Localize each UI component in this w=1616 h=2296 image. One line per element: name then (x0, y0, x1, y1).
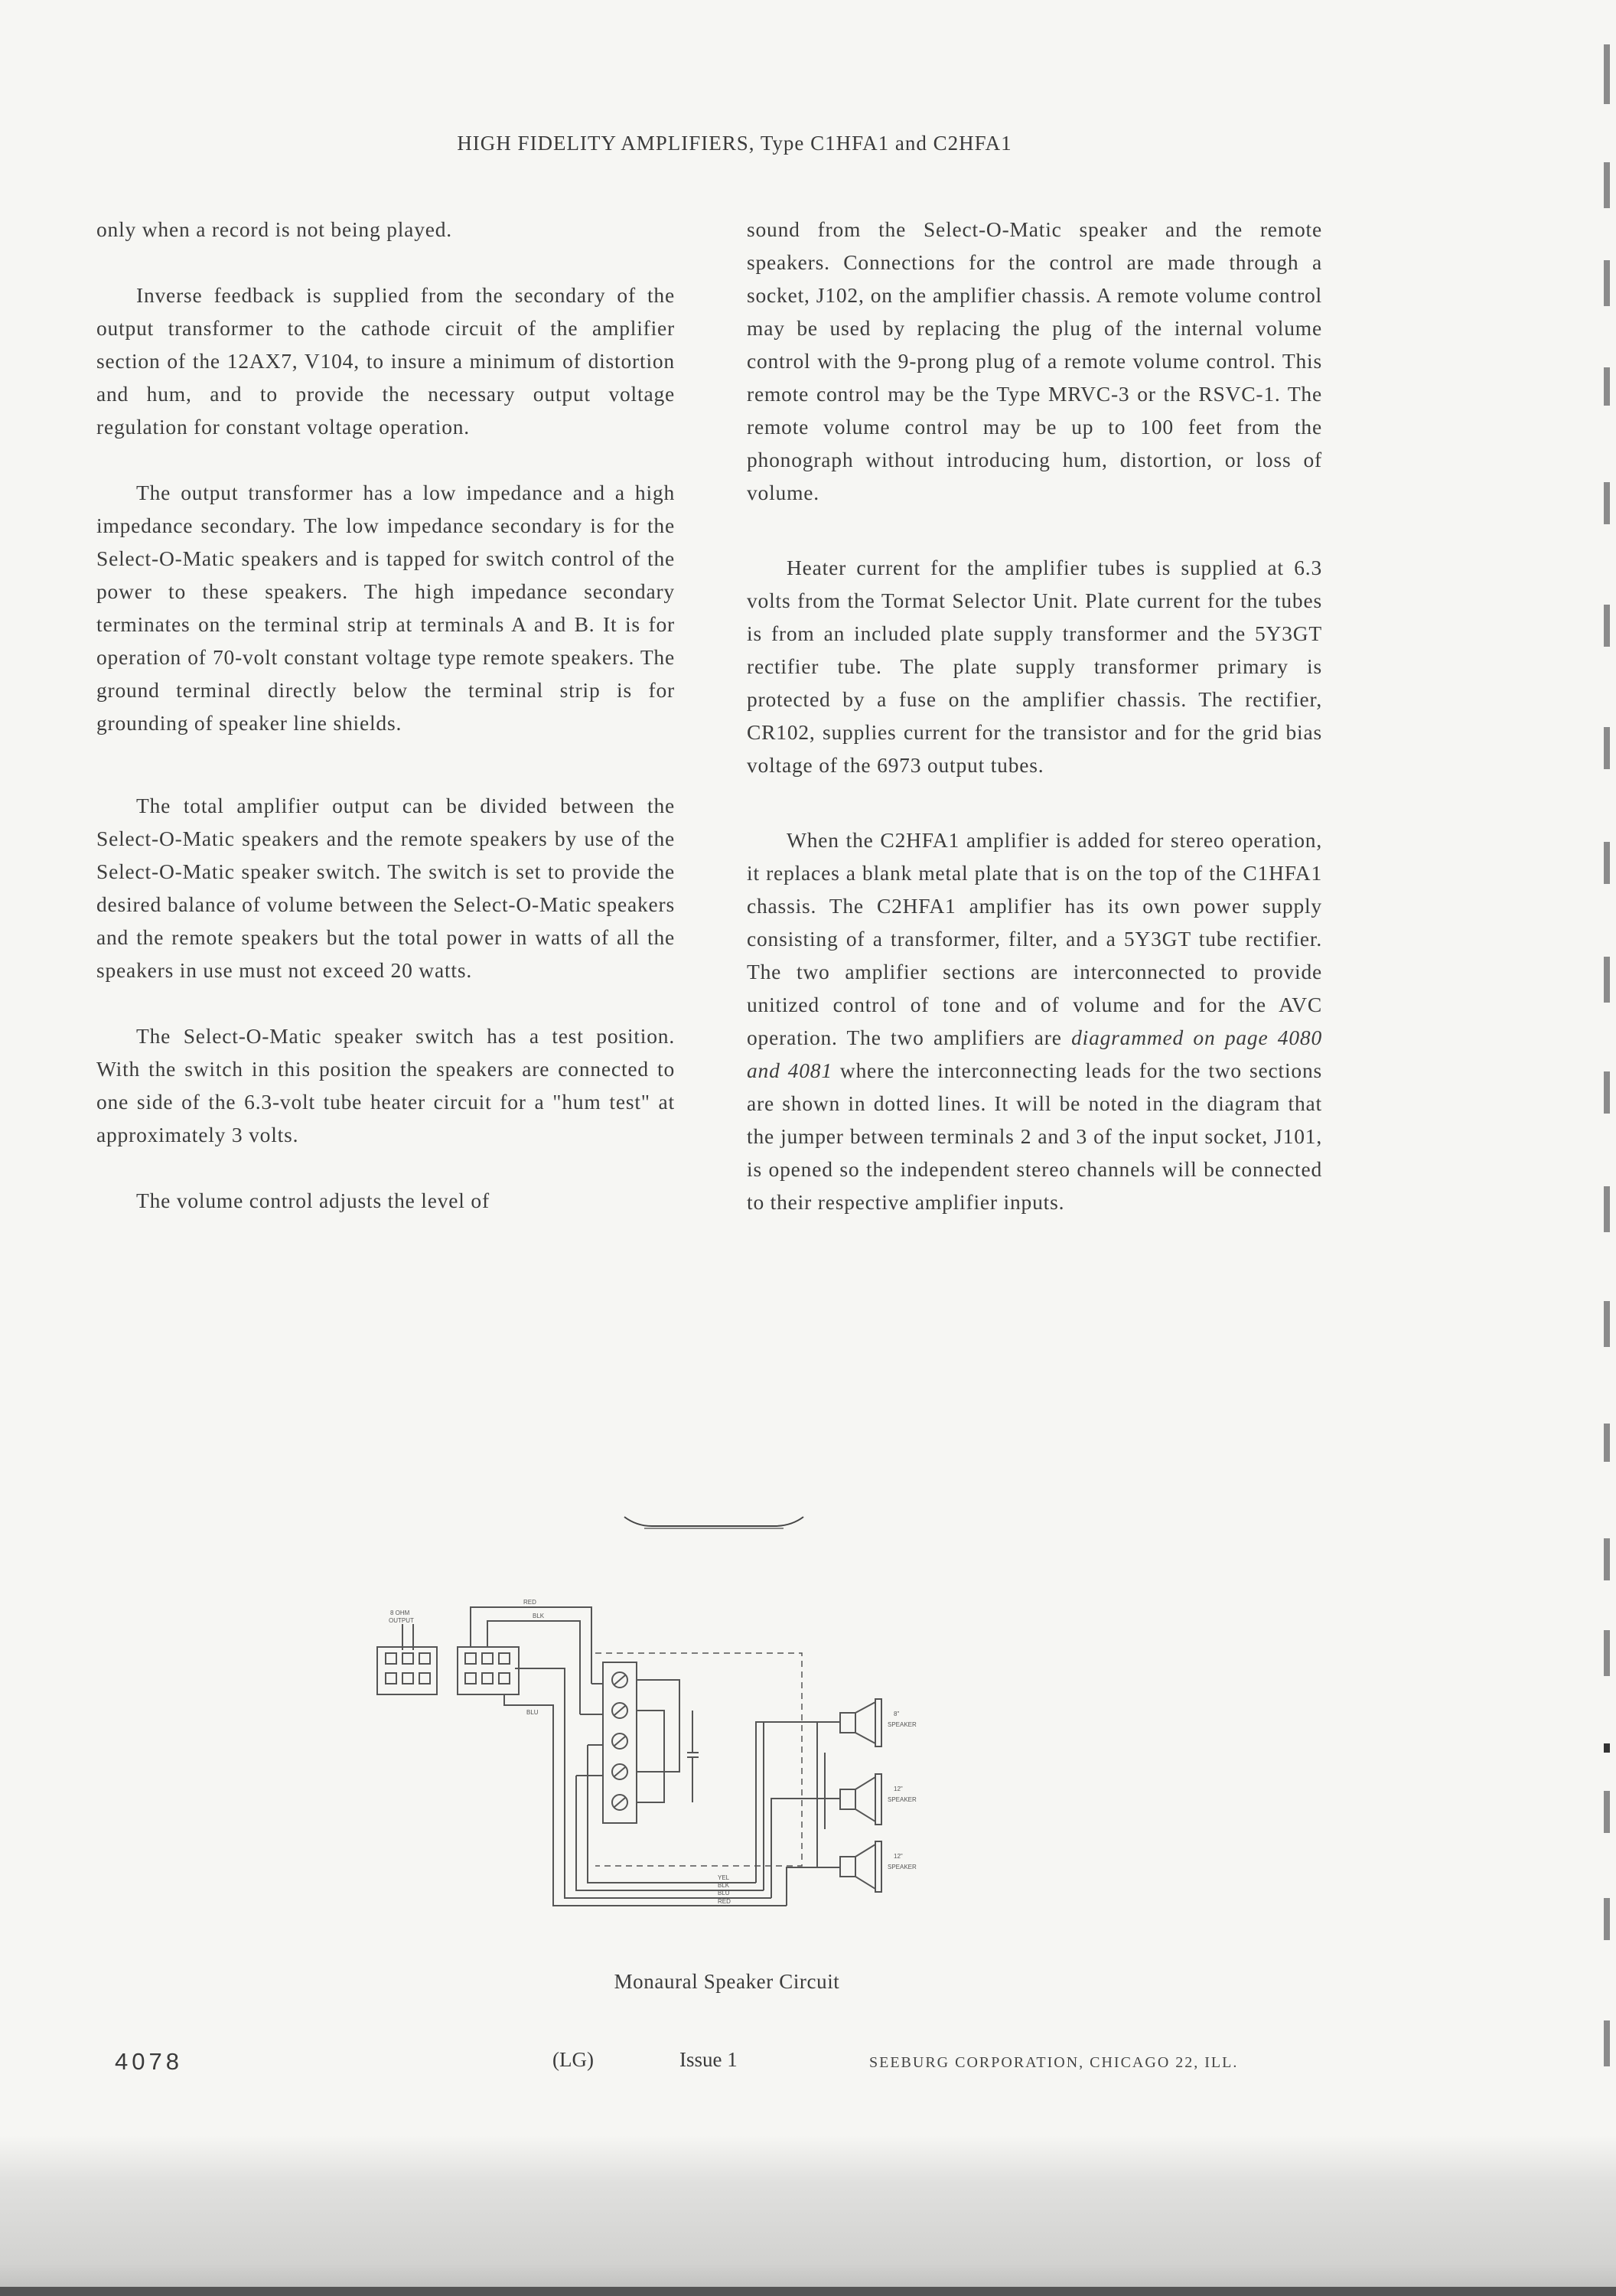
page-header: HIGH FIDELITY AMPLIFIERS, Type C1HFA1 and C2HFA1 (457, 132, 1012, 155)
edge-mark (1604, 605, 1610, 647)
output-label-2: OUTPUT (389, 1617, 414, 1624)
right-paragraph-2: Heater current for the amplifier tubes is supplied at 6.3 volts from the Tormat Selector Unit. Plate current for the tubes is from an included plate supply transformer and the 5Y3GT rectifier tube. The plate supply transformer primary is protected by a fuse on the amplifier chassis. The rectifier, CR102, supplies current for the transistor and for the grid bias voltage of the 6973 output tubes. (747, 556, 1322, 777)
page-number: 4078 (115, 2048, 183, 2075)
page-bottom-shadow (0, 2135, 1616, 2296)
edge-mark (1604, 1538, 1610, 1580)
footer-issue: Issue 1 (679, 2048, 738, 2071)
right-paragraph-3-end: where the interconnecting leads for the two sections are shown in dotted lines. It will be noted in the diagram that the jumper between terminals 2 and 3 of the input socket, J101, is opened so the independent stereo channels will be connected to their respective amplifier inputs. (747, 1058, 1322, 1214)
speaker-switch (603, 1662, 637, 1823)
edge-mark (1604, 727, 1610, 769)
speaker-circuit-diagram (358, 1577, 1047, 1913)
page-bottom-edge (0, 2287, 1616, 2296)
bottom-label-red: RED (718, 1898, 731, 1905)
edge-mark (1604, 1898, 1610, 1940)
left-paragraph-6: The volume control adjusts the level of (136, 1189, 490, 1212)
edge-mark (1604, 482, 1610, 524)
wire-label-blu: BLU (526, 1709, 539, 1716)
section-divider (621, 1514, 806, 1531)
footer-corporation: SEEBURG CORPORATION, CHICAGO 22, ILL. (869, 2054, 1239, 2071)
edge-mark (1604, 1071, 1610, 1114)
edge-mark (1604, 2020, 1610, 2066)
speaker-1-label: SPEAKER (888, 1721, 917, 1728)
right-paragraph-1: sound from the Select-O-Matic speaker and the remote speakers. Connections for the control are made through a socket, J102, on the amplifier chassis. A remote volume control may be used by replacing the plug of the internal volume control with the 9-prong plug of a remote volume control. This remote control may be the Type MRVC-3 or the RSVC-1. The remote volume control may be up to 100 feet from the phonograph without introducing hum, distortion, or loss of volume. (747, 217, 1322, 504)
edge-mark (1604, 1186, 1610, 1232)
circuit-schematic (358, 1577, 1047, 1913)
edge-mark (1604, 1743, 1610, 1753)
edge-mark (1604, 957, 1610, 1003)
diagram-reference: diagrammed on page 4080 and 4081 (747, 1026, 1322, 1082)
speaker-1-size: 8" (894, 1711, 900, 1717)
output-label-1: 8 OHM (390, 1609, 410, 1616)
edge-mark (1604, 1424, 1610, 1462)
speaker-8-inch (840, 1699, 881, 1746)
edge-mark (1604, 260, 1610, 306)
speaker-3-label: SPEAKER (888, 1864, 917, 1870)
edge-mark (1604, 367, 1610, 406)
edge-mark (1604, 1301, 1610, 1347)
bottom-label-blk: BLK (718, 1882, 730, 1889)
speaker-12-inch-a (840, 1774, 881, 1825)
right-paragraph-3 (747, 823, 1322, 1218)
edge-mark (1604, 842, 1610, 884)
speaker-3-size: 12" (894, 1853, 903, 1860)
edge-mark (1604, 1630, 1610, 1676)
speaker-12-inch-b (840, 1841, 881, 1892)
wire-label-red: RED (523, 1599, 536, 1606)
edge-mark (1604, 1791, 1610, 1833)
left-column (96, 213, 675, 1217)
left-paragraph-1: only when a record is not being played. (96, 217, 452, 241)
left-paragraph-4: The total amplifier output can be divided between the Select-O-Matic speakers and the remote speakers by use of the Select-O-Matic speaker switch. The switch is set to provide the desired balance of volume between the Select-O-Matic speakers and the remote speakers but the total power in watts of all the speakers in use must not exceed 20 watts. (96, 794, 675, 982)
left-paragraph-3: The output transformer has a low impedance and a high impedance secondary. The low impedance secondary is for the Select-O-Matic speakers and is tapped for switch control of the power to these speakers. The high impedance secondary terminates on the terminal strip at terminals A and B. It is for operation of 70-volt constant voltage type remote speakers. The ground terminal directly below the terminal strip is for grounding of speaker line shields. (96, 481, 675, 735)
wire-label-blk: BLK (533, 1613, 545, 1619)
edge-mark (1604, 162, 1610, 208)
diagram-caption: Monaural Speaker Circuit (614, 1970, 840, 1993)
right-paragraph-3-start: When the C2HFA1 amplifier is added for stereo operation, it replaces a blank metal plate that is on the top of the C1HFA1 chassis. The C2HFA1 amplifier has its own power supply consisting of a transformer, filter, and a 5Y3GT tube rectifier. The two amplifier sections are interconnected to provide unitized control of tone and of volume and for the AVC operation. The two amplifiers are (747, 828, 1322, 1049)
right-column (747, 213, 1322, 1218)
bottom-label-yel: YEL (718, 1874, 730, 1881)
left-paragraph-5: The Select-O-Matic speaker switch has a test position. With the switch in this position the speakers are connected to one side of the 6.3-volt tube heater circuit for a "hum test" at approximately 3 volts. (96, 1024, 675, 1146)
edge-mark (1604, 44, 1610, 104)
speaker-2-label: SPEAKER (888, 1796, 917, 1803)
left-paragraph-2: Inverse feedback is supplied from the secondary of the output transformer to the cathode circuit of the amplifier section of the 12AX7, V104, to insure a minimum of distortion and hum, and to provide the necessary output voltage regulation for constant voltage operation. (96, 283, 675, 439)
bottom-label-blu: BLU (718, 1890, 730, 1896)
footer-code: (LG) (552, 2048, 594, 2071)
speaker-2-size: 12" (894, 1786, 903, 1792)
